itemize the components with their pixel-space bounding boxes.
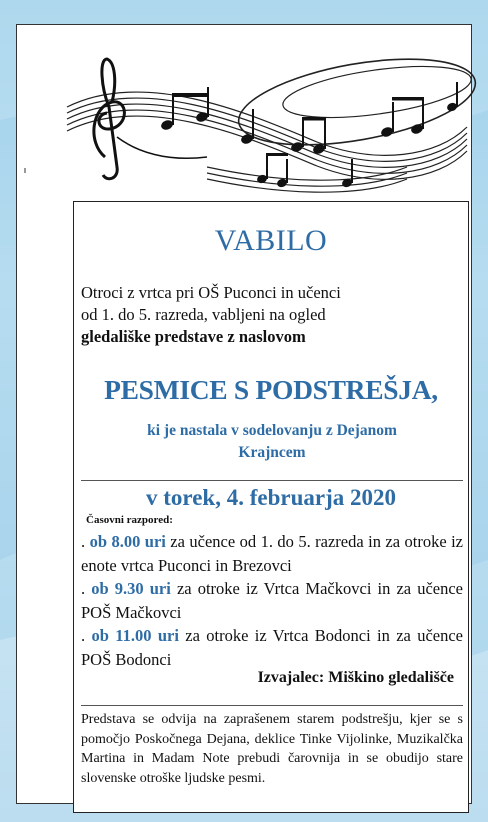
collab-line: ki je nastala v sodelovanju z Dejanom	[147, 422, 397, 439]
schedule-label: Časovni razpored:	[86, 514, 173, 526]
schedule-item: . ob 8.00 uri za učence od 1. do 5. razreda in za otroke iz enote vrtca Puconci in Brezovci	[81, 532, 464, 575]
collab-line: Krajncem	[238, 444, 306, 461]
invitation-frame	[73, 201, 469, 813]
intro-line: Otroci z vrtca pri OŠ Puconci in učenci	[81, 283, 341, 302]
schedule-time: ob 11.00 uri	[91, 626, 179, 645]
intro-line: od 1. do 5. razreda, vabljeni na ogled	[81, 305, 326, 324]
schedule-list	[81, 530, 463, 671]
intro-line: gledališke predstave z naslovom	[81, 327, 306, 346]
music-notes-staff-icon	[57, 47, 477, 197]
schedule-item: . ob 11.00 uri za otroke iz Vrtca Bodonci in za učence POŠ Bodonci	[81, 626, 463, 669]
show-title: PESMICE S PODSTREŠJA,	[104, 374, 438, 405]
schedule-item: . ob 9.30 uri za otroke iz Vrtca Mačkovci in za učence POŠ Mačkovci	[81, 579, 464, 622]
schedule-time: ob 9.30 uri	[91, 579, 171, 598]
invitation-intro	[81, 282, 463, 348]
show-description: Predstava se odvija na zaprašenem starem podstrešju, kjer se s pomočjo Poskočnega Dejana, deklice Tinke Vijolinke, Muzikalčka Martina in Madam Note prebudi čarovnija in se obudijo stare slovenske otroške ljudske pesmi.	[81, 712, 463, 786]
collaboration-note	[104, 420, 440, 464]
divider	[81, 705, 463, 706]
invitation-card	[16, 24, 472, 804]
schedule-time: ob 8.00 uri	[89, 532, 166, 551]
stray-mark	[24, 168, 26, 173]
divider	[81, 480, 463, 481]
event-date: v torek, 4. februarja 2020	[146, 485, 396, 510]
performer: Izvajalec: Miškino gledališče	[257, 669, 454, 686]
invitation-title: VABILO	[214, 224, 328, 257]
